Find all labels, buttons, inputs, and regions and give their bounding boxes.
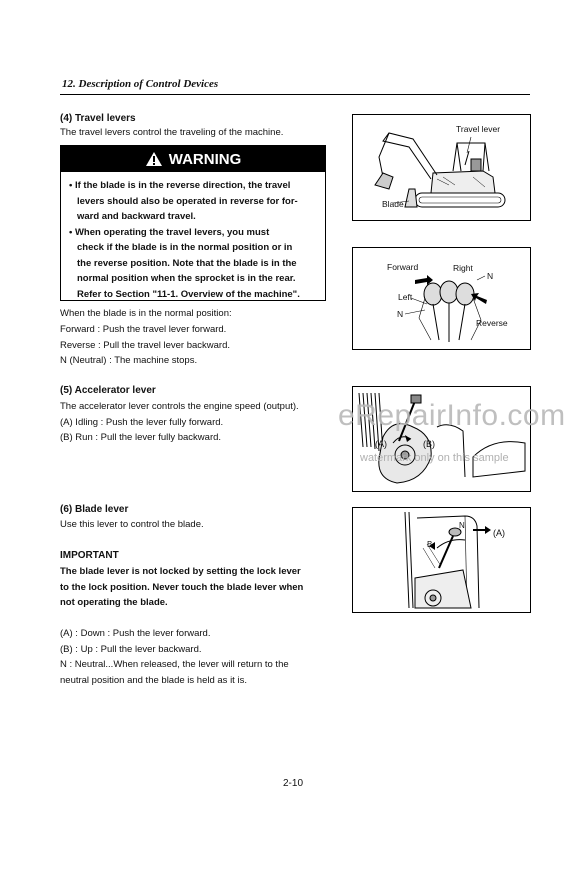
- warning-header: [61, 146, 325, 172]
- blade-lever-intro: Use this lever to control the blade.: [60, 519, 204, 530]
- accelerator-line: (B) Run : Pull the lever fully backward.: [60, 432, 222, 443]
- blade-op-line: N : Neutral...When released, the lever will return to the: [60, 659, 289, 670]
- warning-line: the reverse position. Note that the blade is in the: [77, 257, 297, 269]
- excavator-drawing: [353, 115, 530, 220]
- travel-mode-line: Reverse : Pull the travel lever backward.: [60, 340, 231, 351]
- page-number: 2-10: [283, 778, 304, 789]
- travel-mode-line: Forward : Push the travel lever forward.: [60, 324, 227, 335]
- reverse-label: Reverse: [476, 318, 508, 328]
- warning-box: [60, 145, 326, 301]
- warning-line: normal position when the sprocket is in the rear.: [77, 273, 296, 284]
- blade-op-line: (B) : Up : Pull the lever backward.: [60, 644, 202, 655]
- warning-line: levers should also be operated in reverse for for-: [77, 195, 298, 207]
- travel-levers-title: (4) Travel levers: [60, 113, 136, 124]
- blade-label: Blade: [382, 199, 404, 209]
- blade-op-line: (A) : Down : Push the lever forward.: [60, 628, 211, 639]
- blade-lever-title: (6) Blade lever: [60, 504, 129, 515]
- blade-lever-figure: [352, 507, 531, 613]
- warning-body: [69, 178, 319, 302]
- travel-mode-line: N (Neutral) : The machine stops.: [60, 355, 198, 366]
- warning-line: ward and backward travel.: [77, 211, 196, 222]
- watermark-brand: eRepairInfo.com: [338, 399, 566, 432]
- warning-line: check if the blade is in the normal position or in: [77, 242, 293, 253]
- accelerator-line: (A) Idling : Push the lever fully forward.: [60, 417, 224, 428]
- blade-op-line: neutral position and the blade is held as it is.: [60, 675, 247, 686]
- forward-label: Forward: [387, 262, 419, 272]
- travel-levers-drawing: [353, 248, 530, 349]
- warning-title: WARNING: [168, 150, 242, 168]
- warning-line: Refer to Section "11-1. Overview of the machine".: [77, 288, 300, 300]
- n-left-label: N: [397, 309, 404, 319]
- travel-levers-intro: The travel levers control the traveling of the machine.: [60, 127, 284, 138]
- travel-mode-line: When the blade is in the normal position:: [60, 308, 232, 319]
- warning-line: • When operating the travel levers, you must: [69, 226, 270, 238]
- blade-a-label: (A): [493, 528, 505, 538]
- accelerator-line: The accelerator lever controls the engine speed (output).: [60, 401, 299, 412]
- header-rule: [60, 94, 530, 95]
- accelerator-a-label: (A): [375, 439, 387, 449]
- travel-lever-label: Travel lever: [456, 124, 501, 134]
- blade-n-label: N: [459, 521, 465, 530]
- warning-triangle-icon: [145, 151, 163, 167]
- n-right-label: N: [487, 271, 494, 281]
- accelerator-b-label: (B): [423, 439, 435, 449]
- travel-levers-figure: [352, 247, 531, 350]
- important-line: to the lock position. Never touch the blade lever when: [60, 582, 304, 593]
- blade-b-label: B: [427, 540, 433, 549]
- blade-down-arrow-icon: [473, 526, 491, 534]
- important-line: The blade lever is not locked by setting the lock lever: [60, 566, 301, 577]
- blade-lever-drawing: [353, 508, 530, 612]
- left-label: Left: [398, 292, 413, 302]
- excavator-figure: [352, 114, 531, 221]
- important-title: IMPORTANT: [60, 550, 119, 561]
- warning-line: • If the blade is in the reverse direction, the travel: [69, 180, 291, 191]
- page-header-title: 12. Description of Control Devices: [62, 78, 219, 90]
- accelerator-lever-title: (5) Accelerator lever: [60, 385, 156, 396]
- watermark-note: watermark only on this sample: [360, 452, 509, 464]
- right-label: Right: [453, 263, 473, 273]
- important-line: not operating the blade.: [60, 597, 168, 608]
